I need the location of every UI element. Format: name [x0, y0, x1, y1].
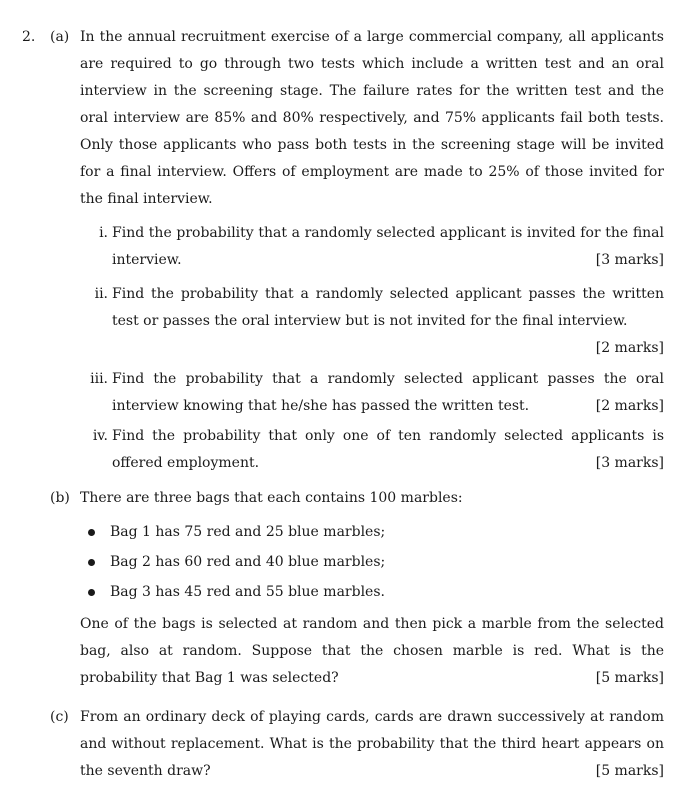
bullet-icon — [88, 559, 95, 566]
marks-label: [3 marks] — [595, 252, 664, 268]
list-item: Bag 1 has 75 red and 25 blue marbles; — [86, 517, 646, 547]
part-b-label: (b) — [50, 490, 70, 506]
part-a-label: (a) — [50, 29, 70, 45]
subquestion-text: Find the probability that a randomly selected applicant passes the oral interview knowing that he/she has passed the written test. — [112, 371, 664, 414]
part-c-label: (c) — [50, 709, 69, 725]
subquestion-text: Find the probability that a randomly selected applicant is invited for the final interview. — [112, 225, 664, 268]
part-b-question — [80, 611, 664, 692]
part-b-text: One of the bags is selected at random and then pick a marble from the selected bag, also at random. Suppose that the chosen marble is red. What is the probability that Bag 1 was selected? — [80, 616, 664, 686]
subquestion-label: i. — [99, 225, 108, 241]
list-item: Bag 3 has 45 red and 55 blue marbles. — [86, 577, 646, 607]
question-number: 2. — [22, 29, 36, 45]
marks-label: [5 marks] — [595, 670, 664, 686]
bullet-icon — [88, 589, 95, 596]
subquestion-label: iii. — [90, 371, 108, 387]
subquestion-label: ii. — [94, 286, 108, 302]
marks-label: [2 marks] — [595, 340, 664, 356]
part-c-text: From an ordinary deck of playing cards, cards are drawn successively at random and without replacement. What is the probability that the third heart appears on the seventh draw? — [80, 709, 664, 779]
marks-label: [2 marks] — [595, 398, 664, 414]
list-item: Bag 2 has 60 red and 40 blue marbles; — [86, 547, 646, 577]
part-a-text: In the annual recruitment exercise of a large commercial company, all applicants are required to go through two tests which include a written test and an oral interview in the screening stage. The failure rates for the written test and the oral interview are 85% and 80% respectively, and 75% applicants fail both tests. Only those applicants who pass both tests in the screening stage will be invited for a final interview. Offers of employment are made to 25% of those invited for the final interview. — [80, 29, 664, 207]
subquestion-label: iv. — [92, 428, 108, 444]
bag-list — [86, 517, 646, 607]
marks-label: [5 marks] — [595, 763, 664, 779]
subquestion-text: Find the probability that only one of ten randomly selected applicants is offered employment. — [112, 428, 664, 471]
part-b-intro: There are three bags that each contains 100 marbles: — [80, 490, 463, 506]
subquestion-text: Find the probability that a randomly selected applicant passes the written test or passes the oral interview but is not invited for the final interview. — [112, 286, 664, 329]
marks-label: [3 marks] — [595, 455, 664, 471]
part-c-question — [80, 704, 664, 785]
bullet-icon — [88, 529, 95, 536]
